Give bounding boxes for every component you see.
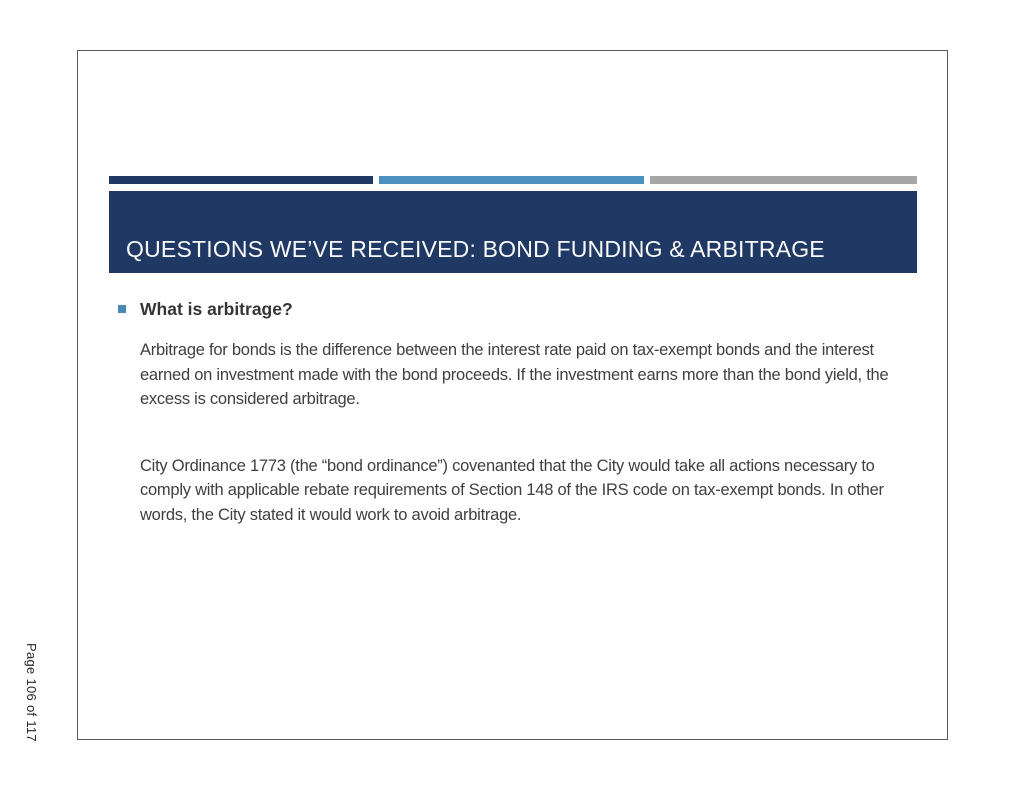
body-paragraph-2: City Ordinance 1773 (the “bond ordinance”) covenanted that the City would take all actions necessary to comply with applicable rebate requirements of Section 148 of the IRS code on tax-exempt bonds. In other words, the City stated it would work to avoid arbitrage. bbox=[140, 456, 884, 524]
page-number-label: Page 106 of 117 bbox=[24, 643, 39, 742]
slide-body bbox=[118, 298, 913, 527]
accent-bar-navy bbox=[109, 176, 373, 184]
bullet-square-icon bbox=[118, 305, 126, 313]
accent-bar-blue bbox=[379, 176, 644, 184]
slide-page bbox=[77, 50, 948, 740]
bullet-item bbox=[118, 298, 913, 320]
accent-bars bbox=[109, 176, 917, 184]
bullet-heading: What is arbitrage? bbox=[140, 299, 293, 319]
slide-title: QUESTIONS WE’VE RECEIVED: BOND FUNDING & ARBITRAGE bbox=[126, 236, 825, 262]
body-paragraph-1: Arbitrage for bonds is the difference between the interest rate paid on tax-exempt bonds and the interest earned on investment made with the bond proceeds. If the investment earns more than the bond yield, the excess is considered arbitrage. bbox=[140, 341, 889, 408]
accent-bar-gray bbox=[650, 176, 917, 184]
slide-title-bar bbox=[109, 191, 917, 273]
